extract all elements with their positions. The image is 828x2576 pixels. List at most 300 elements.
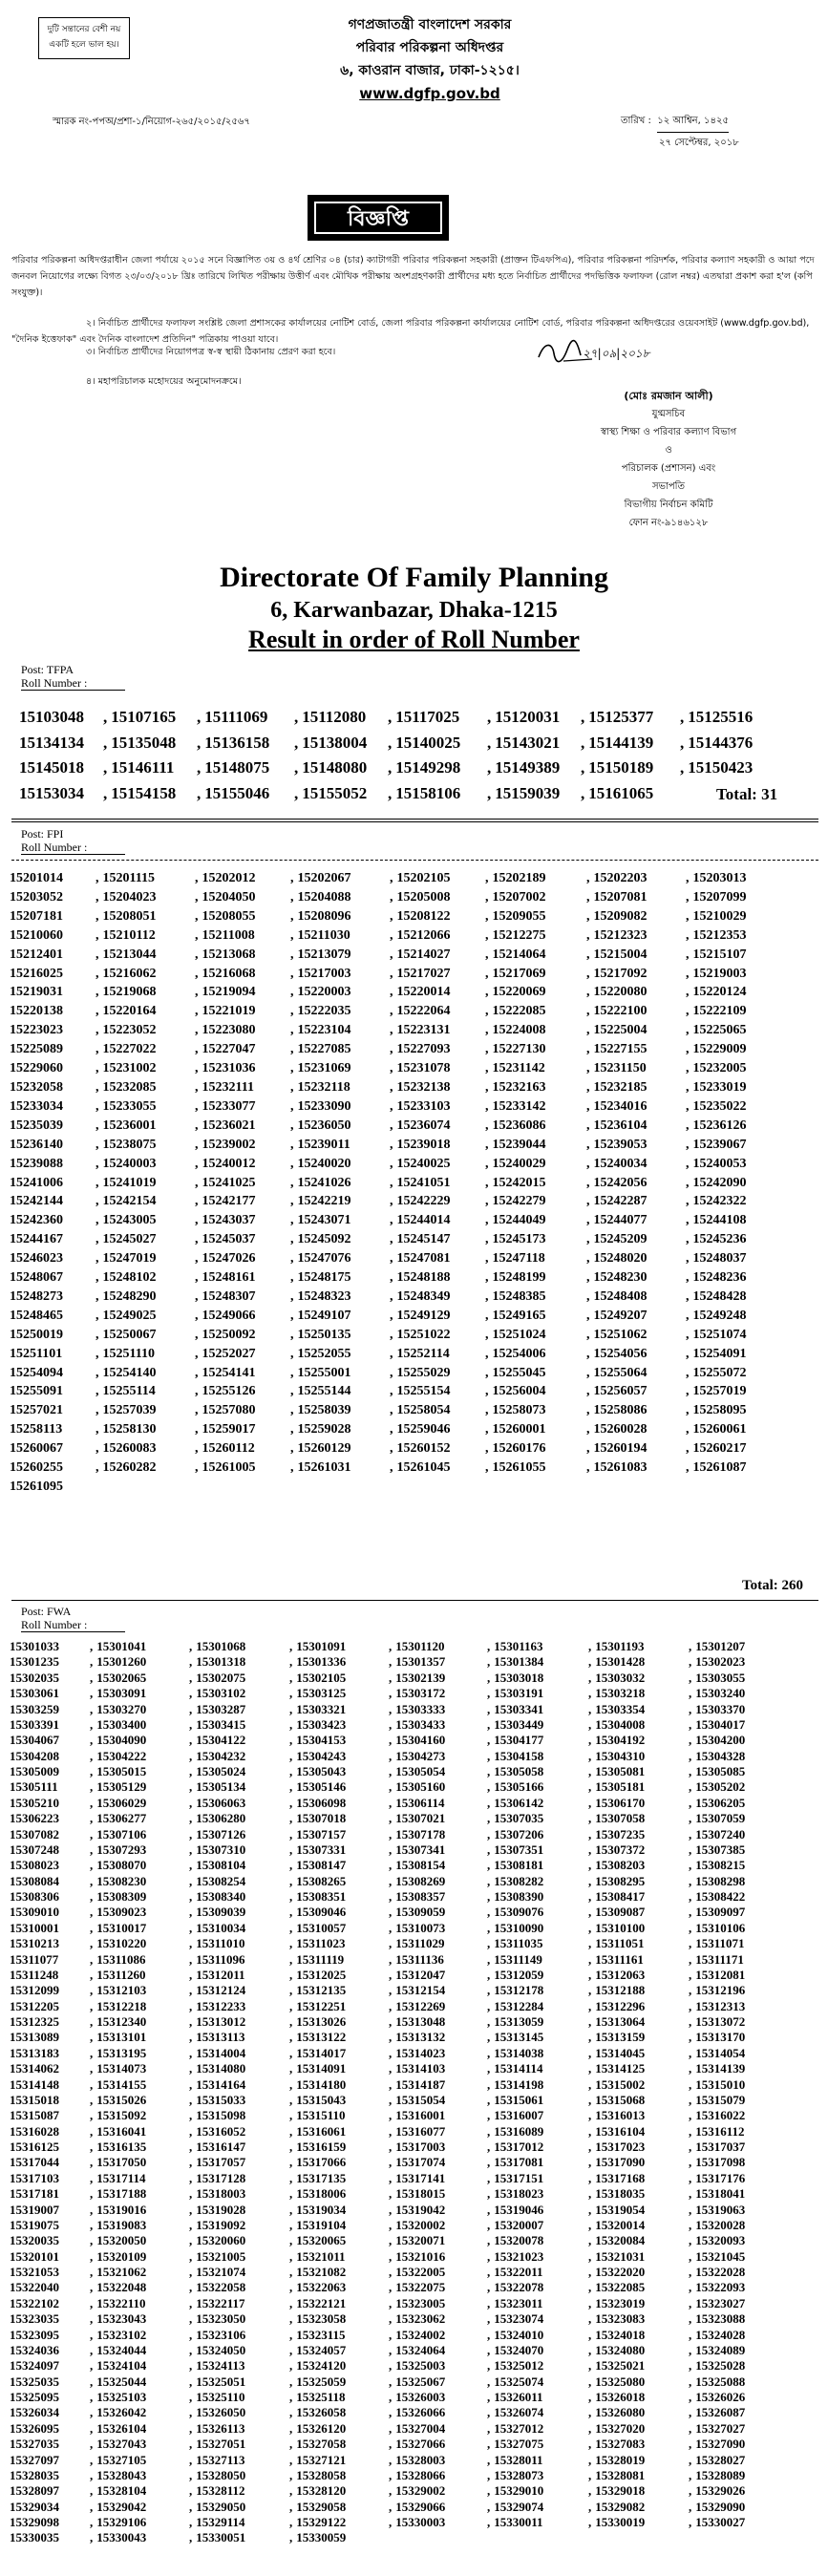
roll-number: , 15260028 — [586, 1420, 686, 1439]
roll-number: , 15330051 — [189, 2530, 289, 2545]
roll-number: , 15257080 — [195, 1401, 290, 1420]
roll-number: , 15248236 — [686, 1268, 783, 1288]
roll-number: , 15258095 — [686, 1401, 783, 1420]
roll-number: , 15307035 — [487, 1811, 588, 1826]
roll-number: , 15302065 — [90, 1671, 189, 1686]
roll-number: , 15327004 — [389, 2421, 487, 2437]
roll-number: , 15325088 — [689, 2374, 789, 2390]
roll-number: , 15305166 — [487, 1779, 588, 1795]
roll-number: 15303391 — [10, 1716, 59, 1732]
roll-number: , 15302139 — [389, 1671, 487, 1686]
roll-number: , 15330027 — [689, 2515, 789, 2530]
roll-number: 15313183 — [10, 2045, 59, 2060]
roll-number: , 15328120 — [289, 2483, 389, 2499]
roll-number: , 15227047 — [195, 1040, 290, 1059]
website-link[interactable]: www.dgfp.gov.bd — [359, 85, 500, 102]
roll-number: , 15210112 — [96, 926, 195, 946]
roll-number: , 15305160 — [389, 1779, 487, 1795]
roll-number: , 15325051 — [189, 2374, 289, 2390]
roll-number: , 15309097 — [689, 1905, 789, 1920]
roll-number: , 15245147 — [390, 1230, 485, 1249]
roll-number: , 15150189 — [581, 756, 680, 781]
roll-number: , 15221019 — [195, 1002, 290, 1021]
roll-number: 15201014 — [10, 871, 63, 885]
roll-number: , 15317176 — [689, 2171, 789, 2186]
roll-number: , 15310017 — [90, 1921, 189, 1936]
roll-number: , 15240003 — [96, 1155, 195, 1174]
roll-number: , 15227093 — [390, 1040, 485, 1059]
roll-number: , 15321005 — [189, 2249, 289, 2265]
roll-number: , 15322075 — [389, 2280, 487, 2295]
roll-number: , 15150423 — [680, 756, 775, 781]
roll-number: , 15329066 — [389, 2500, 487, 2515]
roll-number: , 15320084 — [588, 2233, 689, 2248]
roll-number: , 15312154 — [389, 1983, 487, 1998]
roll-number: 15312205 — [10, 1998, 59, 2013]
roll-number: , 15322121 — [289, 2296, 389, 2311]
roll-number: , 15212323 — [586, 926, 686, 946]
roll-number: , 15223052 — [96, 1021, 195, 1040]
roll-number: , 15312103 — [90, 1983, 189, 1998]
roll-number: , 15154158 — [103, 781, 197, 807]
roll-number: , 15322063 — [289, 2280, 389, 2295]
roll-number: , 15239044 — [485, 1136, 586, 1155]
roll-number: , 15307106 — [90, 1827, 189, 1842]
roll-number: , 15317188 — [90, 2186, 189, 2202]
roll-number: , 15249248 — [686, 1307, 783, 1326]
roll-number: 15257021 — [10, 1403, 63, 1418]
roll-number: , 15324104 — [90, 2358, 189, 2374]
roll-number: , 15227085 — [290, 1040, 390, 1059]
post-label-fwa: Post: FWA — [21, 1605, 72, 1618]
roll-number: , 15304310 — [588, 1749, 689, 1764]
roll-number: 15321053 — [10, 2265, 59, 2279]
roll-number: , 15320065 — [289, 2233, 389, 2248]
roll-number: , 15242322 — [686, 1192, 783, 1211]
roll-number: , 15242154 — [96, 1192, 195, 1211]
slogan-line-1: দুটি সন্তানের বেশী নয় — [47, 25, 121, 34]
roll-number: , 15326042 — [90, 2405, 189, 2420]
roll-number: , 15219003 — [686, 965, 783, 984]
roll-number: 15241006 — [10, 1175, 63, 1190]
roll-number: 15329034 — [10, 2499, 59, 2514]
roll-number: , 15317023 — [588, 2140, 689, 2155]
roll-number: 15323035 — [10, 2311, 59, 2327]
roll-number: , 15305081 — [588, 1764, 689, 1779]
post-label-fpi: Post: FPI — [21, 827, 64, 841]
roll-number: , 15212275 — [485, 926, 586, 946]
roll-number: , 15310034 — [189, 1921, 289, 1936]
roll-number: , 15318015 — [389, 2186, 487, 2202]
roll-number: , 15233055 — [96, 1097, 195, 1117]
roll-number: , 15227022 — [96, 1040, 195, 1059]
roll-number: , 15328011 — [487, 2453, 588, 2468]
roll-number: 15220138 — [10, 1004, 63, 1019]
roll-number: , 15248307 — [195, 1288, 290, 1307]
roll-number: , 15204088 — [290, 888, 390, 907]
roll-number: , 15304273 — [389, 1749, 487, 1764]
roll-number: , 15138004 — [294, 731, 388, 756]
roll-number: , 15324120 — [289, 2358, 389, 2374]
roll-number: , 15327012 — [487, 2421, 588, 2437]
roll-number: , 15232163 — [485, 1078, 586, 1097]
roll-number: , 15328027 — [689, 2453, 789, 2468]
roll-number: , 15125377 — [581, 705, 680, 731]
roll-number: , 15217003 — [290, 965, 390, 984]
roll-number: , 15327121 — [289, 2453, 389, 2468]
result-title: Result in order of Roll Number — [248, 626, 580, 653]
roll-number: , 15223131 — [390, 1021, 485, 1040]
paragraph-1: পরিবার পরিকল্পনা অধিদপ্তরাধীন জেলা পর্যায়ে ২০১৫ সনে বিজ্ঞাপিত ৩য় ও ৪র্থ শ্রেণির ০৪ (চার) ক্যাটাগরী পরিবার পরিকল্পনা সহকারী (প্রাক্তন টিএফপিএ), পরিবার পরিকল্পনা পরিদর্শক, পরিবার কল্যাণ সহকারী ও আয়া পদে জনবল নিয়োগের লক্ষ্যে বিগত ২৩/০৩/২০১৮ খ্রিঃ তারিখে লিখিত পরীক্ষায় উত্তীর্ণ এবং মৌখিক পরীক্ষায় অংশগ্রহণকারী প্রার্থীদের মধ্য হতে নির্বাচিত প্রার্থীদের পদভিত্তিক ফলাফল (রোল নম্বর) এতদ্বারা প্রকাশ করা হ'ল (কপি সংযুক্ত)। — [11, 255, 815, 298]
roll-number: 15301033 — [10, 1639, 59, 1653]
roll-number: , 15302023 — [689, 1654, 789, 1670]
roll-number: , 15330043 — [90, 2530, 189, 2545]
roll-number: , 15250067 — [96, 1326, 195, 1345]
roll-number: , 15315010 — [689, 2077, 789, 2093]
roll-number: , 15325003 — [389, 2358, 487, 2374]
roll-number: , 15305134 — [189, 1779, 289, 1795]
roll-number: , 15261031 — [290, 1458, 390, 1478]
roll-number: 15320035 — [10, 2233, 59, 2248]
roll-number: , 15329122 — [289, 2515, 389, 2530]
roll-number: , 15309039 — [189, 1905, 289, 1920]
roll-number: , 15317057 — [189, 2155, 289, 2170]
roll-number: , 15303449 — [487, 1717, 588, 1733]
roll-number: , 15324028 — [689, 2328, 789, 2343]
roll-number: , 15212353 — [686, 926, 783, 946]
roll-number: , 15303287 — [189, 1702, 289, 1717]
roll-number: , 15244014 — [390, 1211, 485, 1230]
roll-number: , 15248102 — [96, 1268, 195, 1288]
roll-number: , 15202012 — [195, 869, 290, 888]
roll-number: , 15306205 — [689, 1796, 789, 1811]
roll-number: , 15301091 — [289, 1639, 389, 1654]
roll-number: 15317181 — [10, 2186, 59, 2202]
roll-number: 15324036 — [10, 2342, 59, 2357]
roll-number: 15242360 — [10, 1213, 63, 1228]
roll-number: 15244167 — [10, 1232, 63, 1247]
roll-number: , 15212066 — [390, 926, 485, 946]
roll-number: , 15211008 — [195, 926, 290, 946]
roll-number: , 15321016 — [389, 2249, 487, 2265]
roll-number: , 15326120 — [289, 2421, 389, 2437]
roll-number: , 15303018 — [487, 1671, 588, 1686]
roll-number: , 15314038 — [487, 2046, 588, 2061]
roll-number: , 15255114 — [96, 1382, 195, 1401]
roll-label-text: Roll Number : — [21, 841, 125, 855]
roll-number: , 15316052 — [189, 2124, 289, 2140]
roll-number: , 15316022 — [689, 2108, 789, 2123]
roll-number: , 15324089 — [689, 2343, 789, 2358]
roll-number: , 15321031 — [588, 2249, 689, 2265]
roll-number: , 15307059 — [689, 1811, 789, 1826]
roll-number: , 15314139 — [689, 2061, 789, 2076]
roll-number: , 15317037 — [689, 2140, 789, 2155]
roll-number: , 15322117 — [189, 2296, 289, 2311]
roll-number: , 15317090 — [588, 2155, 689, 2170]
roll-number: , 15317128 — [189, 2171, 289, 2186]
roll-number: , 15328112 — [189, 2483, 289, 2499]
roll-number: , 15322020 — [588, 2265, 689, 2280]
roll-number: 15210060 — [10, 927, 63, 943]
roll-number: , 15247019 — [96, 1249, 195, 1268]
roll-number: , 15314187 — [389, 2077, 487, 2093]
roll-number: , 15312269 — [389, 1999, 487, 2014]
roll-number: , 15248323 — [290, 1288, 390, 1307]
roll-number: , 15312081 — [689, 1968, 789, 1983]
roll-number: , 15251022 — [390, 1326, 485, 1345]
roll-number: 15305111 — [10, 1779, 58, 1795]
roll-number: , 15320028 — [689, 2218, 789, 2233]
roll-number: , 15313132 — [389, 2030, 487, 2045]
roll-number: , 15207081 — [586, 888, 686, 907]
roll-number: , 15321082 — [289, 2265, 389, 2280]
roll-number: , 15311051 — [588, 1936, 689, 1951]
roll-number: , 15303433 — [389, 1717, 487, 1733]
roll-number: 15309010 — [10, 1905, 59, 1920]
roll-number: , 15326066 — [389, 2405, 487, 2420]
roll-number: , 15328073 — [487, 2468, 588, 2483]
roll-number: , 15220080 — [586, 983, 686, 1002]
roll-number: , 15326003 — [389, 2390, 487, 2405]
roll-number: , 15220069 — [485, 983, 586, 1002]
roll-number: , 15322028 — [689, 2265, 789, 2280]
roll-number: , 15204023 — [96, 888, 195, 907]
roll-number: , 15204050 — [195, 888, 290, 907]
roll-number: , 15317135 — [289, 2171, 389, 2186]
roll-number: , 15325103 — [90, 2390, 189, 2405]
roll-number: , 15258130 — [96, 1420, 195, 1439]
roll-number: 15304208 — [10, 1748, 59, 1763]
roll-number: , 15305129 — [90, 1779, 189, 1795]
roll-number: , 15117025 — [388, 705, 487, 731]
roll-number: , 15328043 — [90, 2468, 189, 2483]
roll-number: , 15209082 — [586, 907, 686, 926]
roll-number: , 15111069 — [197, 705, 294, 731]
roll-number: , 15301120 — [389, 1639, 487, 1654]
roll-number: , 15329106 — [90, 2515, 189, 2530]
signatory-line-8: ফোন নং-৯১৪৬১২৮ — [628, 518, 709, 528]
roll-number: , 15327066 — [389, 2437, 487, 2452]
roll-number: , 15312188 — [588, 1983, 689, 1998]
roll-number: , 15307206 — [487, 1827, 588, 1842]
roll-number: , 15315061 — [487, 2093, 588, 2108]
roll-number: , 15307372 — [588, 1842, 689, 1858]
signatory-block — [540, 387, 797, 532]
family-slogan-box — [38, 17, 130, 59]
roll-number: 15212401 — [10, 947, 63, 962]
roll-number: , 15304192 — [588, 1733, 689, 1748]
roll-number: , 15323083 — [588, 2311, 689, 2327]
roll-number: , 15301207 — [689, 1639, 789, 1654]
roll-number: , 15308417 — [588, 1889, 689, 1905]
roll-number: , 15248428 — [686, 1288, 783, 1307]
roll-number: , 15308282 — [487, 1874, 588, 1889]
roll-number: , 15307178 — [389, 1827, 487, 1842]
roll-number: , 15304090 — [90, 1733, 189, 1748]
roll-number: , 15312296 — [588, 1999, 689, 2014]
roll-number: , 15310073 — [389, 1921, 487, 1936]
roll-number: 15153034 — [19, 783, 84, 802]
roll-number: , 15235022 — [686, 1097, 783, 1117]
roll-number: , 15202067 — [290, 869, 390, 888]
roll-number: 15326034 — [10, 2405, 59, 2420]
roll-number: , 15146111 — [103, 756, 197, 781]
roll-number: , 15313048 — [389, 2014, 487, 2030]
roll-number: 15203052 — [10, 889, 63, 905]
roll-number: , 15220124 — [686, 983, 783, 1002]
roll-number: , 15242279 — [485, 1192, 586, 1211]
roll-number: , 15316077 — [389, 2124, 487, 2140]
roll-number: , 15312313 — [689, 1999, 789, 2014]
roll-number: 15319007 — [10, 2202, 59, 2217]
roll-number: , 15224008 — [485, 1021, 586, 1040]
roll-number: , 15240029 — [485, 1155, 586, 1174]
roll-number: , 15203013 — [686, 869, 783, 888]
roll-number: , 15316001 — [389, 2108, 487, 2123]
roll-number: , 15323074 — [487, 2311, 588, 2327]
roll-number: 15327097 — [10, 2452, 59, 2467]
roll-number: , 15248408 — [586, 1288, 686, 1307]
roll-number: 15303259 — [10, 1701, 59, 1716]
roll-number: , 15205008 — [390, 888, 485, 907]
paragraph-4: ৪। মহাপরিচালক মহোদয়ের অনুমোদনক্রমে। — [86, 376, 242, 387]
roll-grid-fpi — [10, 869, 821, 1497]
roll-number: , 15239018 — [390, 1136, 485, 1155]
roll-number: , 15213044 — [96, 946, 195, 965]
roll-number: 15235039 — [10, 1118, 63, 1133]
roll-number: , 15252055 — [290, 1345, 390, 1364]
roll-number: , 15330019 — [588, 2515, 689, 2530]
roll-number: , 15304200 — [689, 1733, 789, 1748]
roll-number: , 15328019 — [588, 2453, 689, 2468]
roll-number: , 15317012 — [487, 2140, 588, 2155]
roll-number: , 15324113 — [189, 2358, 289, 2374]
roll-number: , 15239053 — [586, 1136, 686, 1155]
gov-line-1: গণপ্রজাতন্ত্রী বাংলাদেশ সরকার — [348, 17, 512, 32]
roll-number: , 15311171 — [689, 1952, 789, 1968]
roll-number: , 15261045 — [390, 1458, 485, 1478]
roll-number: , 15144139 — [581, 731, 680, 756]
roll-number: , 15217069 — [485, 965, 586, 984]
roll-number: , 15314023 — [389, 2046, 487, 2061]
roll-number: , 15248349 — [390, 1288, 485, 1307]
notice-title: বিজ্ঞপ্তি — [314, 202, 442, 234]
roll-number: , 15242177 — [195, 1192, 290, 1211]
roll-number: , 15254141 — [195, 1364, 290, 1383]
post-label-tfpa: Post: TFPA — [21, 663, 74, 676]
roll-number: 15258113 — [10, 1422, 63, 1437]
roll-number: , 15225065 — [686, 1021, 783, 1040]
roll-number: , 15316159 — [289, 2140, 389, 2155]
roll-number: 15308084 — [10, 1873, 59, 1888]
roll-number: , 15317074 — [389, 2155, 487, 2170]
roll-number: , 15319028 — [189, 2203, 289, 2218]
roll-number: 15320101 — [10, 2248, 59, 2264]
roll-number: , 15318035 — [588, 2186, 689, 2202]
signatory-line-6: সভাপতি — [651, 481, 686, 492]
roll-number: , 15315033 — [189, 2093, 289, 2108]
roll-number: , 15312059 — [487, 1968, 588, 1983]
roll-number: , 15304008 — [588, 1717, 689, 1733]
roll-number: , 15260176 — [485, 1439, 586, 1458]
roll-number: , 15140025 — [388, 731, 487, 756]
roll-number: , 15329090 — [689, 2500, 789, 2515]
roll-number: , 15323011 — [487, 2296, 588, 2311]
roll-number: , 15320050 — [90, 2233, 189, 2248]
roll-number: , 15249025 — [96, 1307, 195, 1326]
roll-number: , 15322048 — [90, 2280, 189, 2295]
roll-number: , 15311119 — [289, 1952, 389, 1968]
roll-number: , 15320007 — [487, 2218, 588, 2233]
roll-number: , 15309076 — [487, 1905, 588, 1920]
roll-number: , 15303055 — [689, 1671, 789, 1686]
roll-number: , 15202203 — [586, 869, 686, 888]
roll-number: , 15256057 — [586, 1382, 686, 1401]
roll-number: 15319075 — [10, 2217, 59, 2232]
roll-number: , 15317098 — [689, 2155, 789, 2170]
roll-number: , 15315110 — [289, 2108, 389, 2123]
directorate-title: Directorate Of Family Planning — [220, 562, 608, 593]
roll-number: , 15260194 — [586, 1439, 686, 1458]
roll-number: , 15311096 — [189, 1952, 289, 1968]
roll-number: , 15325012 — [487, 2358, 588, 2374]
roll-number: , 15304222 — [90, 1749, 189, 1764]
roll-number: 15246023 — [10, 1251, 63, 1267]
roll-number: , 15314180 — [289, 2077, 389, 2093]
roll-number: , 15234016 — [586, 1097, 686, 1117]
roll-number: , 15307157 — [289, 1827, 389, 1842]
roll-number: 15322040 — [10, 2280, 59, 2295]
roll-number: 15312325 — [10, 2014, 59, 2029]
roll-number: , 15323062 — [389, 2311, 487, 2327]
roll-number: , 15210029 — [686, 907, 783, 926]
roll-number: , 15314103 — [389, 2061, 487, 2076]
roll-number: 15322102 — [10, 2295, 59, 2310]
roll-number: 15310213 — [10, 1936, 59, 1951]
roll-number: , 15323050 — [189, 2311, 289, 2327]
roll-number: 15251101 — [10, 1346, 63, 1361]
roll-number: 15311077 — [10, 1951, 59, 1967]
roll-number: , 15306114 — [389, 1796, 487, 1811]
roll-number: , 15312063 — [588, 1968, 689, 1983]
roll-number: , 15315002 — [588, 2077, 689, 2093]
roll-number: , 15250092 — [195, 1326, 290, 1345]
roll-number: , 15231002 — [96, 1059, 195, 1078]
roll-number: 15327035 — [10, 2437, 59, 2452]
roll-number: , 15301193 — [588, 1639, 689, 1654]
roll-number: , 15315098 — [189, 2108, 289, 2123]
roll-number: , 15321011 — [289, 2249, 389, 2265]
roll-number: , 15243037 — [195, 1211, 290, 1230]
slogan-line-2: একটি হলে ভাল হয়। — [49, 40, 119, 50]
roll-number: , 15329018 — [588, 2483, 689, 2499]
roll-number: , 15209055 — [485, 907, 586, 926]
roll-number: , 15233142 — [485, 1097, 586, 1117]
roll-number: , 15306142 — [487, 1796, 588, 1811]
roll-number: 15317044 — [10, 2155, 59, 2170]
roll-number: 15248067 — [10, 1270, 63, 1286]
roll-number: , 15303370 — [689, 1702, 789, 1717]
roll-number: , 15303354 — [588, 1702, 689, 1717]
roll-number: , 15311086 — [90, 1952, 189, 1968]
roll-number: , 15249165 — [485, 1307, 586, 1326]
roll-number: , 15312284 — [487, 1999, 588, 2014]
roll-number: , 15213079 — [290, 946, 390, 965]
roll-number: , 15227130 — [485, 1040, 586, 1059]
roll-number: , 15220014 — [390, 983, 485, 1002]
roll-number: , 15254091 — [686, 1345, 783, 1364]
